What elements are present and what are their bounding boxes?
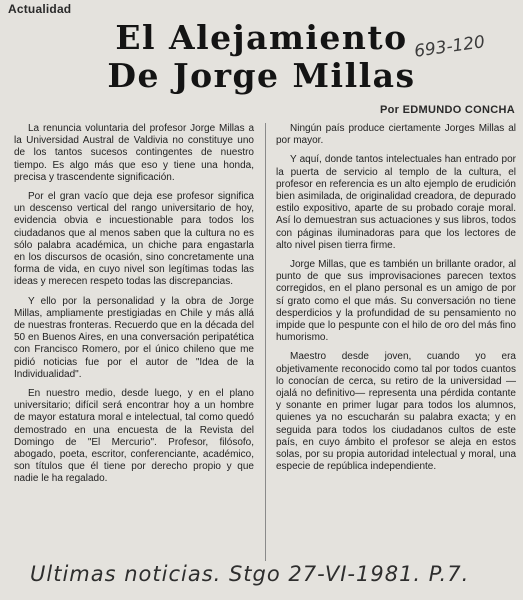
left-column [14, 123, 254, 563]
paragraph: Maestro desde joven, cuando yo era objetivamente reconocido como tal por todos cuantos lo conocían de cerca, su retiro de la universidad —ojalá no definitivo— representa una pérdida contante y sonante en primer lugar para todos los alumnos, quienes ya no escucharán su palabra exacta; y en seguida para todos los ciudadanos cultos de este país, en cuyo ámbito el profesor se aleja en estos solas, por su propia autoridad intelectual y moral, una especie de república independiente. [276, 351, 516, 473]
byline: Por EDMUNDO CONCHA [380, 104, 515, 116]
handwritten-note: 693-120 [413, 32, 487, 62]
handwritten-source-note: Ultimas noticias. Stgo 27-VI-1981. P.7. [30, 562, 470, 586]
paragraph: Por el gran vacío que deja ese profesor significa un descenso vertical del rango universitario de hoy, evidencia obvia e incuestionable para todos los ciudadanos que al menos saben que la cultura no es sólo palabra académica, un chiche para engastarla en los discursos de ocasión, sino concretamente una forma de vida, en cuyo nivel son legítimas todas las ideas y merecen respeto todas las discrepancias. [14, 191, 254, 288]
headline-line-2: De Jorge Millas [107, 56, 416, 95]
right-column [276, 123, 516, 563]
paragraph: Y aquí, donde tantos intelectuales han entrado por la puerta de servicio al templo de la cultura, el profesor en referencia es un alto ejemplo de erudición bien asimilada, de originalidad creadora, de depurado estilo expositivo, aparte de su probado coraje moral. Así lo demuestran sus actuaciones y sus libros, todos con páginas iluminadoras para que los lectores de alto nivel pisen tierra firme. [276, 154, 516, 251]
paragraph: La renuncia voluntaria del profesor Jorge Millas a la Universidad Austral de Valdivia no constituye uno de los tantos sucesos contingentes de nuestro tiempo. Es algo más que eso y tiene una honda, precisa y trascendente significación. [14, 123, 254, 183]
headline-line-1: El Alejamiento [115, 18, 408, 57]
paragraph: Ningún país produce ciertamente Jorges Millas al por mayor. [276, 123, 516, 147]
section-label: Actualidad [8, 2, 72, 16]
paragraph: Jorge Millas, que es también un brillante orador, al punto de que sus improvisaciones parecen textos corregidos, en el plano personal es un amigo de por sí grato como el que más. Su conversación no tiene desperdicios y la profundidad de su pensamiento no impide que lo pespunte con el hilo de oro del más fino humorismo. [276, 259, 516, 344]
paragraph: En nuestro medio, desde luego, y en el plano universitario; difícil será encontrar hoy a un hombre de mayor estatura moral e intelectual, tal como quedó demostrado en una encuesta de la Revista del Domingo de "El Mercurio". Profesor, filósofo, abogado, poeta, escritor, conferenciante, académico, son títulos que él tiene por derecho propio y que nadie le ha regalado. [14, 388, 254, 485]
column-divider [265, 123, 266, 561]
paragraph: Y ello por la personalidad y la obra de Jorge Millas, ampliamente prestigiadas en Chile y más allá de nuestras fronteras. Recuerdo que en la década del 50 en Buenos Aires, en una conversación peripatética con Francisco Romero, por el único chileno que me pidió noticias fue por el autor de "Idea de la Individualidad". [14, 295, 254, 380]
